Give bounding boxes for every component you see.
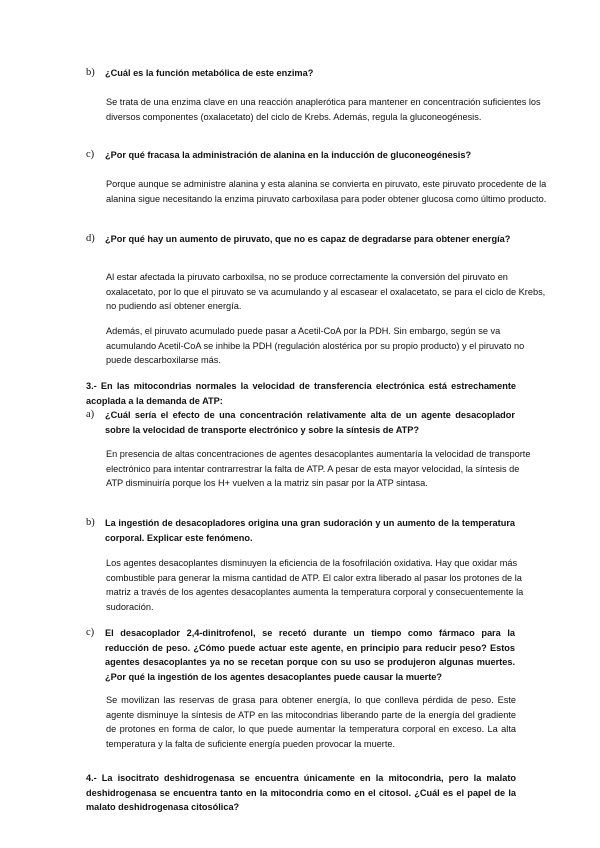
question-c-text: ¿Por qué fracasa la administración de alanina en la inducción de gluconeogénesis? — [105, 150, 472, 160]
question-c-marker: c) — [86, 149, 95, 160]
section-3-title: 3.- En las mitocondrias normales la velocidad de transferencia electrónica está estrechamente acoplada a la demanda de ATP: — [86, 381, 516, 406]
question-b-text: ¿Cuál es la función metabólica de este enzima? — [105, 68, 314, 78]
answer-d-paragraph-2: Además, el piruvato acumulado puede pasar a Acetil-CoA por la PDH. Sin embargo, según se va acumulando Acetil-CoA se inhibe la PDH (regulación alostérica por su propio producto) y el piruvato no puede descarboxilarse más. — [106, 326, 525, 365]
section-3-question-c-marker: c) — [86, 627, 95, 638]
section-3-question-a-marker: a) — [86, 409, 95, 420]
section-4-title: 4.- La isocitrato deshidrogenasa se encuentra únicamente en la mitocondria, pero la malato deshidrogenasa se encuentra tanto en la mitocondria como en el citosol. ¿Cuál es el papel de la malato deshidrogenasa citosólica? — [86, 773, 516, 812]
section-3-question-b-marker: b) — [86, 517, 95, 528]
question-b-marker: b) — [86, 67, 95, 78]
question-d-marker: d) — [86, 233, 95, 244]
section-3-question-a-text: ¿Cuál sería el efecto de una concentración relativamente alta de un agente desacoplador sobre la velocidad de transporte electrónico y sobre la síntesis de ATP? — [105, 410, 515, 435]
section-3-question-b-text: La ingestión de desacopladores origina una gran sudoración y un aumento de la temperatura corporal. Explicar este fenómeno. — [105, 518, 515, 543]
answer-b-text: Se trata de una enzima clave en una reacción anaplerótica para mantener en concentración suficientes los diversos componentes (oxalacetato) del ciclo de Krebs. Además, regula la gluconeogénesis. — [106, 97, 541, 122]
question-d-text: ¿Por qué hay un aumento de piruvato, que no es capaz de degradarse para obtener energía? — [105, 234, 511, 244]
section-3-question-c-text: El desacoplador 2,4-dinitrofenol, se recetó durante un tiempo como fármaco para la reducción de peso. ¿Cómo puede actuar este agente, en principio para reducir peso? Estos agentes desacoplantes ya no se recetan porque con su uso se produjeron algunas muertes. ¿Por qué la ingestión de los agentes desacoplantes puede causar la muerte? — [105, 628, 515, 682]
section-3-answer-a-text: En presencia de altas concentraciones de agentes desacoplantes aumentaría la velocidad de transporte electrónico para intentar contrarrestrar la falta de ATP. A pesar de esta mayor velocidad, la síntesis de ATP disminuiría porque los H+ vuelven a la matriz sin pasar por la ATP sintasa. — [106, 449, 531, 488]
section-3-answer-b-text: Los agentes desacoplantes disminuyen la eficiencia de la fosofrilación oxidativa. Hay que oxidar más combustible para generar la misma cantidad de ATP. El calor extra liberado al pasar los protones de la matriz a través de los agentes desacoplantes aumenta la temperatura corporal y consecuentemente la sudoración. — [106, 558, 524, 612]
answer-c-text: Porque aunque se administre alanina y esta alanina se convierta en piruvato, este piruvato procedente de la alanina sigue necesitando la enzima piruvato carboxilasa para poder obtener glucosa como último producto. — [106, 179, 547, 204]
section-3-answer-c-text: Se movilizan las reservas de grasa para obtener energía, lo que conlleva pérdida de peso. Este agente disminuye la síntesis de ATP en las mitocondrias liberando parte de la energía del gradiente de protones en forma de calor, lo que puede aumentar la temperatura corporal en exceso. La alta temperatura y la falta de suficiente energía pueden provocar la muerte. — [106, 695, 516, 749]
answer-d-paragraph-1: Al estar afectada la piruvato carboxilsa, no se produce correctamente la conversión del piruvato en oxalacetato, por lo que el piruvato se va acumulando y al escasear el oxalacetato, se para el ciclo de Krebs, no pudiendo así obtener energía. — [106, 272, 546, 311]
